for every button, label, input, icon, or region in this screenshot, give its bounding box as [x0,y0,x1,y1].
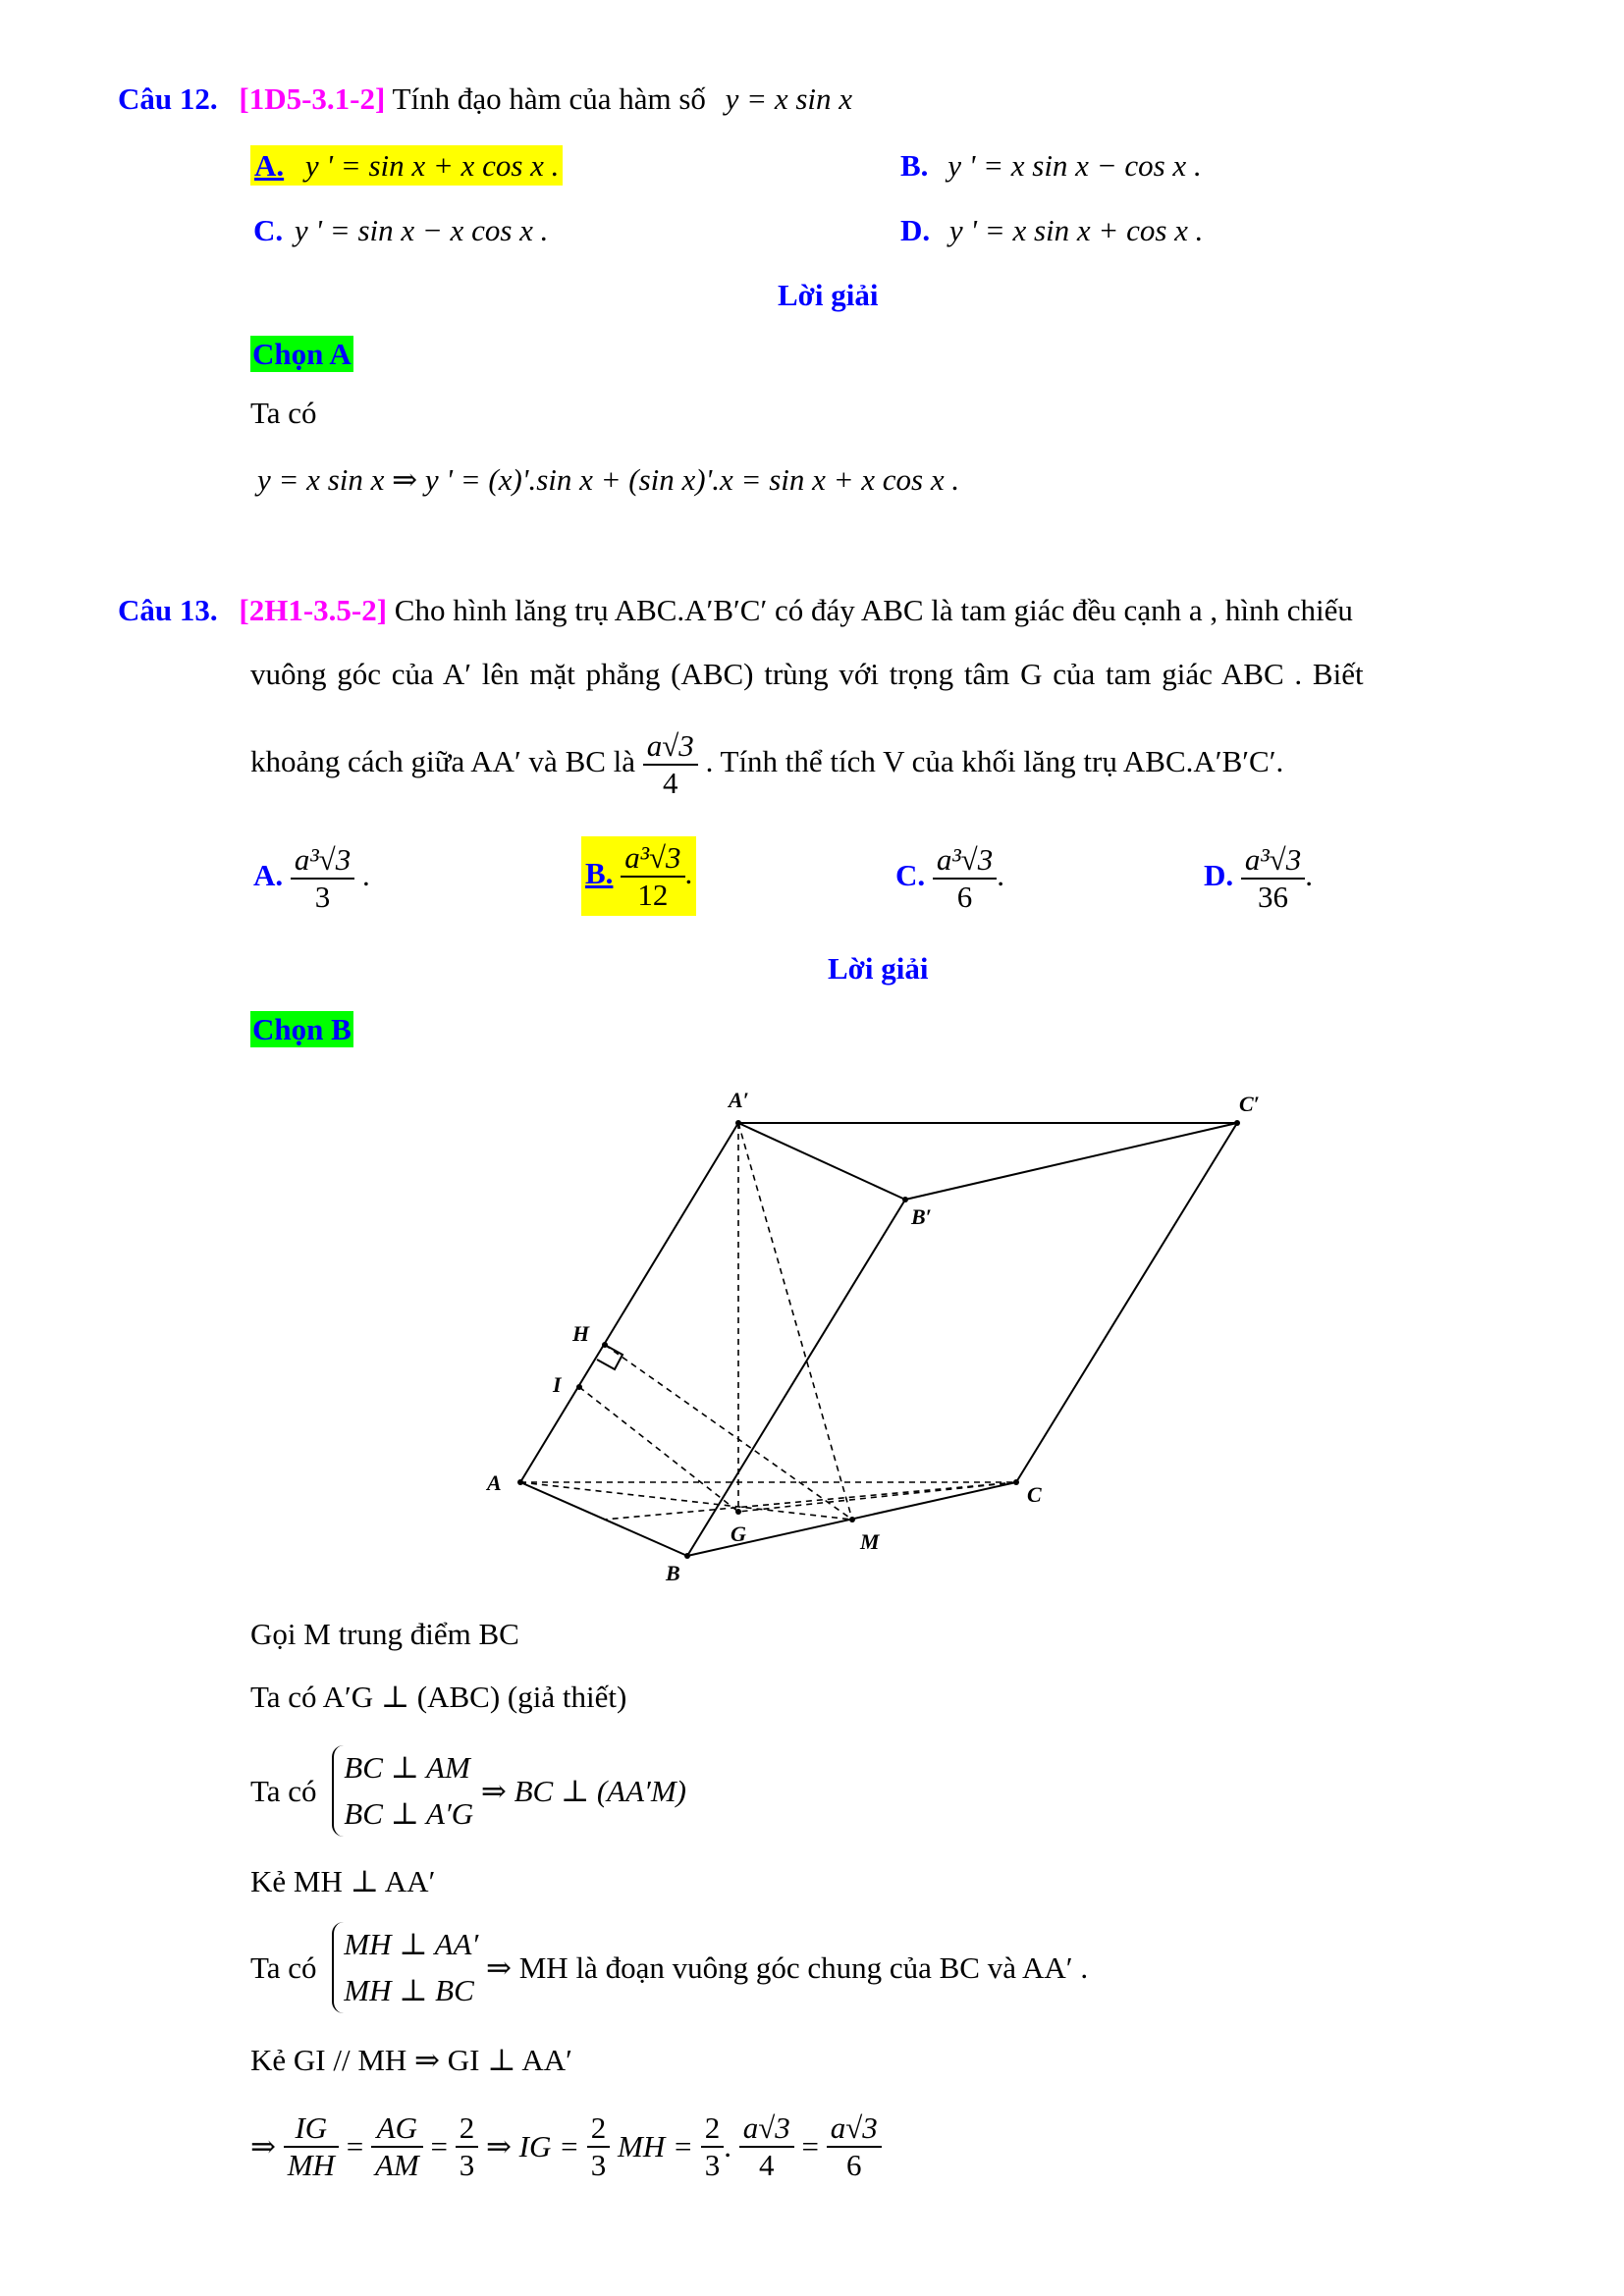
step-6: Kẻ GI // MH ⇒ GI ⊥ AA′ [250,2043,572,2077]
seg-h-m [605,1345,852,1520]
step-4: Kẻ MH ⊥ AA′ [250,1864,436,1898]
frac-den: 4 [758,2147,775,2182]
q12-option-a[interactable] [250,145,563,186]
system-line: BC ⊥ AM [344,1750,470,1785]
frac-den: 3 [314,879,331,914]
edge-a-a1 [520,1123,738,1482]
point-c1 [1234,1120,1240,1126]
frac-num: a³√3 [933,842,997,880]
q13-code: [2H1-3.5-2] [239,593,388,627]
label-g: G [731,1522,746,1546]
point-m [849,1517,855,1522]
point-g [735,1509,741,1515]
edge-c-c1 [1016,1123,1237,1482]
step-7-mh: MH = [618,2129,693,2164]
frac-den: 6 [845,2147,862,2182]
frac-num: a√3 [827,2110,882,2148]
q12-code: [1D5-3.1-2] [239,81,386,116]
option-key: C. [253,213,284,247]
label-i: I [553,1372,562,1397]
seg-a1-m [738,1123,852,1520]
option-fraction [291,842,354,914]
step-3-pre: Ta có [250,1773,317,1808]
frac-den: 4 [663,765,678,800]
frac-num: 2 [587,2110,611,2148]
option-text: y ' = x sin x + cos x . [948,213,1204,247]
system-line: MH ⊥ AA′ [344,1927,479,1961]
frac-a-root3-4 [739,2110,794,2182]
step-7-mid: ⇒ IG = [485,2129,580,2164]
seg-a-m [520,1482,852,1520]
option-text: y ' = sin x − x cos x . [294,213,549,247]
q12-option-b[interactable] [900,147,1202,184]
point-b1 [902,1197,908,1202]
q13-option-a[interactable]: A. $\frac{\text{a³√3}}{3}$ . [253,842,370,914]
option-key: B. [585,855,614,890]
prism-figure [0,1060,1624,1610]
label-h: H [572,1321,590,1346]
point-i [576,1384,582,1390]
step-1: Gọi M trung điểm BC [250,1617,519,1651]
label-a: A [487,1470,502,1495]
label-b: B [666,1561,680,1585]
step-3 [250,1745,686,1837]
q13-option-b[interactable]: B. $\frac{\text{a³√3}}{12}$ . [581,836,696,916]
edge-a1-b1 [738,1123,905,1200]
frac-den: 36 [1258,879,1289,914]
seg-i-g [579,1387,738,1512]
q13-solution-title: Lời giải [828,951,929,986]
q13-line3-b: . Tính thể tích V của khối lăng trụ ABC.A′B′C′. [705,743,1284,778]
label-m: M [860,1529,880,1554]
q13-option-c[interactable]: C. $\frac{\text{a³√3}}{6}$ . [895,842,1004,914]
q13-distance-fraction [643,728,698,800]
q12-solution-title: Lời giải [778,278,879,312]
q12-option-d[interactable] [900,212,1203,248]
frac-num: IG [284,2110,339,2148]
frac-den: 3 [459,2147,475,2182]
frac-den: AM [374,2147,419,2182]
point-a1 [735,1120,741,1126]
label-a1: A′ [729,1088,749,1112]
frac-ag-am [371,2110,423,2182]
option-key: A. [253,857,284,892]
label-c: C [1027,1482,1042,1507]
frac-den: 3 [590,2147,607,2182]
step-5-post: ⇒ MH là đoạn vuông góc chung của BC và AA′ . [486,1949,1089,1985]
q13-line3-a: khoảng cách giữa AA′ và BC là [250,743,636,778]
q13-line3 [250,728,1283,800]
point-h [602,1342,608,1348]
option-key: C. [895,857,926,892]
step-5-system [332,1922,478,2013]
q12-choice: Chọn A [252,337,352,371]
q12-line1: Ta có [250,396,317,430]
frac-den: MH [287,2147,335,2182]
system-line: BC ⊥ A′G [344,1795,474,1831]
option-fraction [933,842,997,914]
q13-choice: Chọn B [252,1012,352,1046]
frac-num: a³√3 [291,842,354,880]
q12-header [118,80,852,117]
point-b [684,1553,690,1559]
step-3-post: ⇒ BC ⊥ (AA′M) [480,1773,686,1808]
step-5 [250,1922,1088,2013]
q13-line2: vuông góc của A′ lên mặt phẳng (ABC) trùng với trọng tâm G của tam giác ABC . Biết [250,657,1364,691]
step-3-system [332,1745,473,1837]
step-2: Ta có A′G ⊥ (ABC) (giả thiết) [250,1680,627,1714]
option-fraction [1241,842,1305,914]
option-key: D. [900,213,931,247]
q12-option-c[interactable] [253,212,548,248]
point-a [517,1479,523,1485]
q13-label: Câu 13. [118,593,218,627]
frac-num: a³√3 [1241,842,1305,880]
q12-text: Tính đạo hàm của hàm số [392,81,706,116]
q13-header [118,592,1353,628]
seg-c-g [738,1482,1016,1512]
frac-2-3 [701,2110,725,2182]
frac-a-root3-6 [827,2110,882,2182]
frac-num: 2 [701,2110,725,2148]
label-c1: C′ [1239,1092,1260,1116]
option-key: A. [254,148,285,183]
frac-den: 12 [637,877,669,912]
edge-b1-c1 [905,1123,1237,1200]
frac-den: 6 [956,879,973,914]
label-b1: B′ [911,1204,932,1229]
frac-num: a³√3 [621,840,684,878]
option-fraction [621,840,684,912]
frac-num: AG [371,2110,423,2148]
step-7: ⇒ $\frac{IG}{MH}$ = $\frac{AG}{AM}$ = $\frac{2}{3}$ ⇒ IG = $\frac{2}{3}$ MH = $\frac{2}{3}$ . $\frac{a√3}{4}$ = $\frac{a√3}{6}$ [250,2110,882,2182]
q12-line2: y = x sin x ⇒ y ' = (x)'.sin x + (sin x)'.x = sin x + x cos x . [257,462,960,497]
frac-ig-mh [284,2110,339,2182]
system-line: MH ⊥ BC [344,1972,474,2007]
frac-2-3 [456,2110,479,2182]
option-key: B. [900,148,929,183]
step-5-pre: Ta có [250,1949,317,1985]
q13-option-d[interactable]: D. $\frac{\text{a³√3}}{36}$ . [1204,842,1313,914]
step-7-arrow: ⇒ [250,2129,276,2164]
q12-func: y = x sin x [725,81,853,116]
frac-num: 2 [456,2110,479,2148]
point-c [1013,1479,1019,1485]
seg-c-ab [604,1482,1016,1520]
q12-label: Câu 12. [118,81,218,116]
frac-den: 3 [704,2147,721,2182]
option-text: y ' = x sin x − cos x . [947,148,1202,183]
frac-2-3 [587,2110,611,2182]
option-key: D. [1204,857,1234,892]
option-text: y ' = sin x + x cos x . [304,148,560,183]
frac-num: a√3 [643,728,698,766]
frac-num: a√3 [739,2110,794,2148]
q13-line1: Cho hình lăng trụ ABC.A′B′C′ có đáy ABC là tam giác đều cạnh a , hình chiếu [394,593,1353,627]
